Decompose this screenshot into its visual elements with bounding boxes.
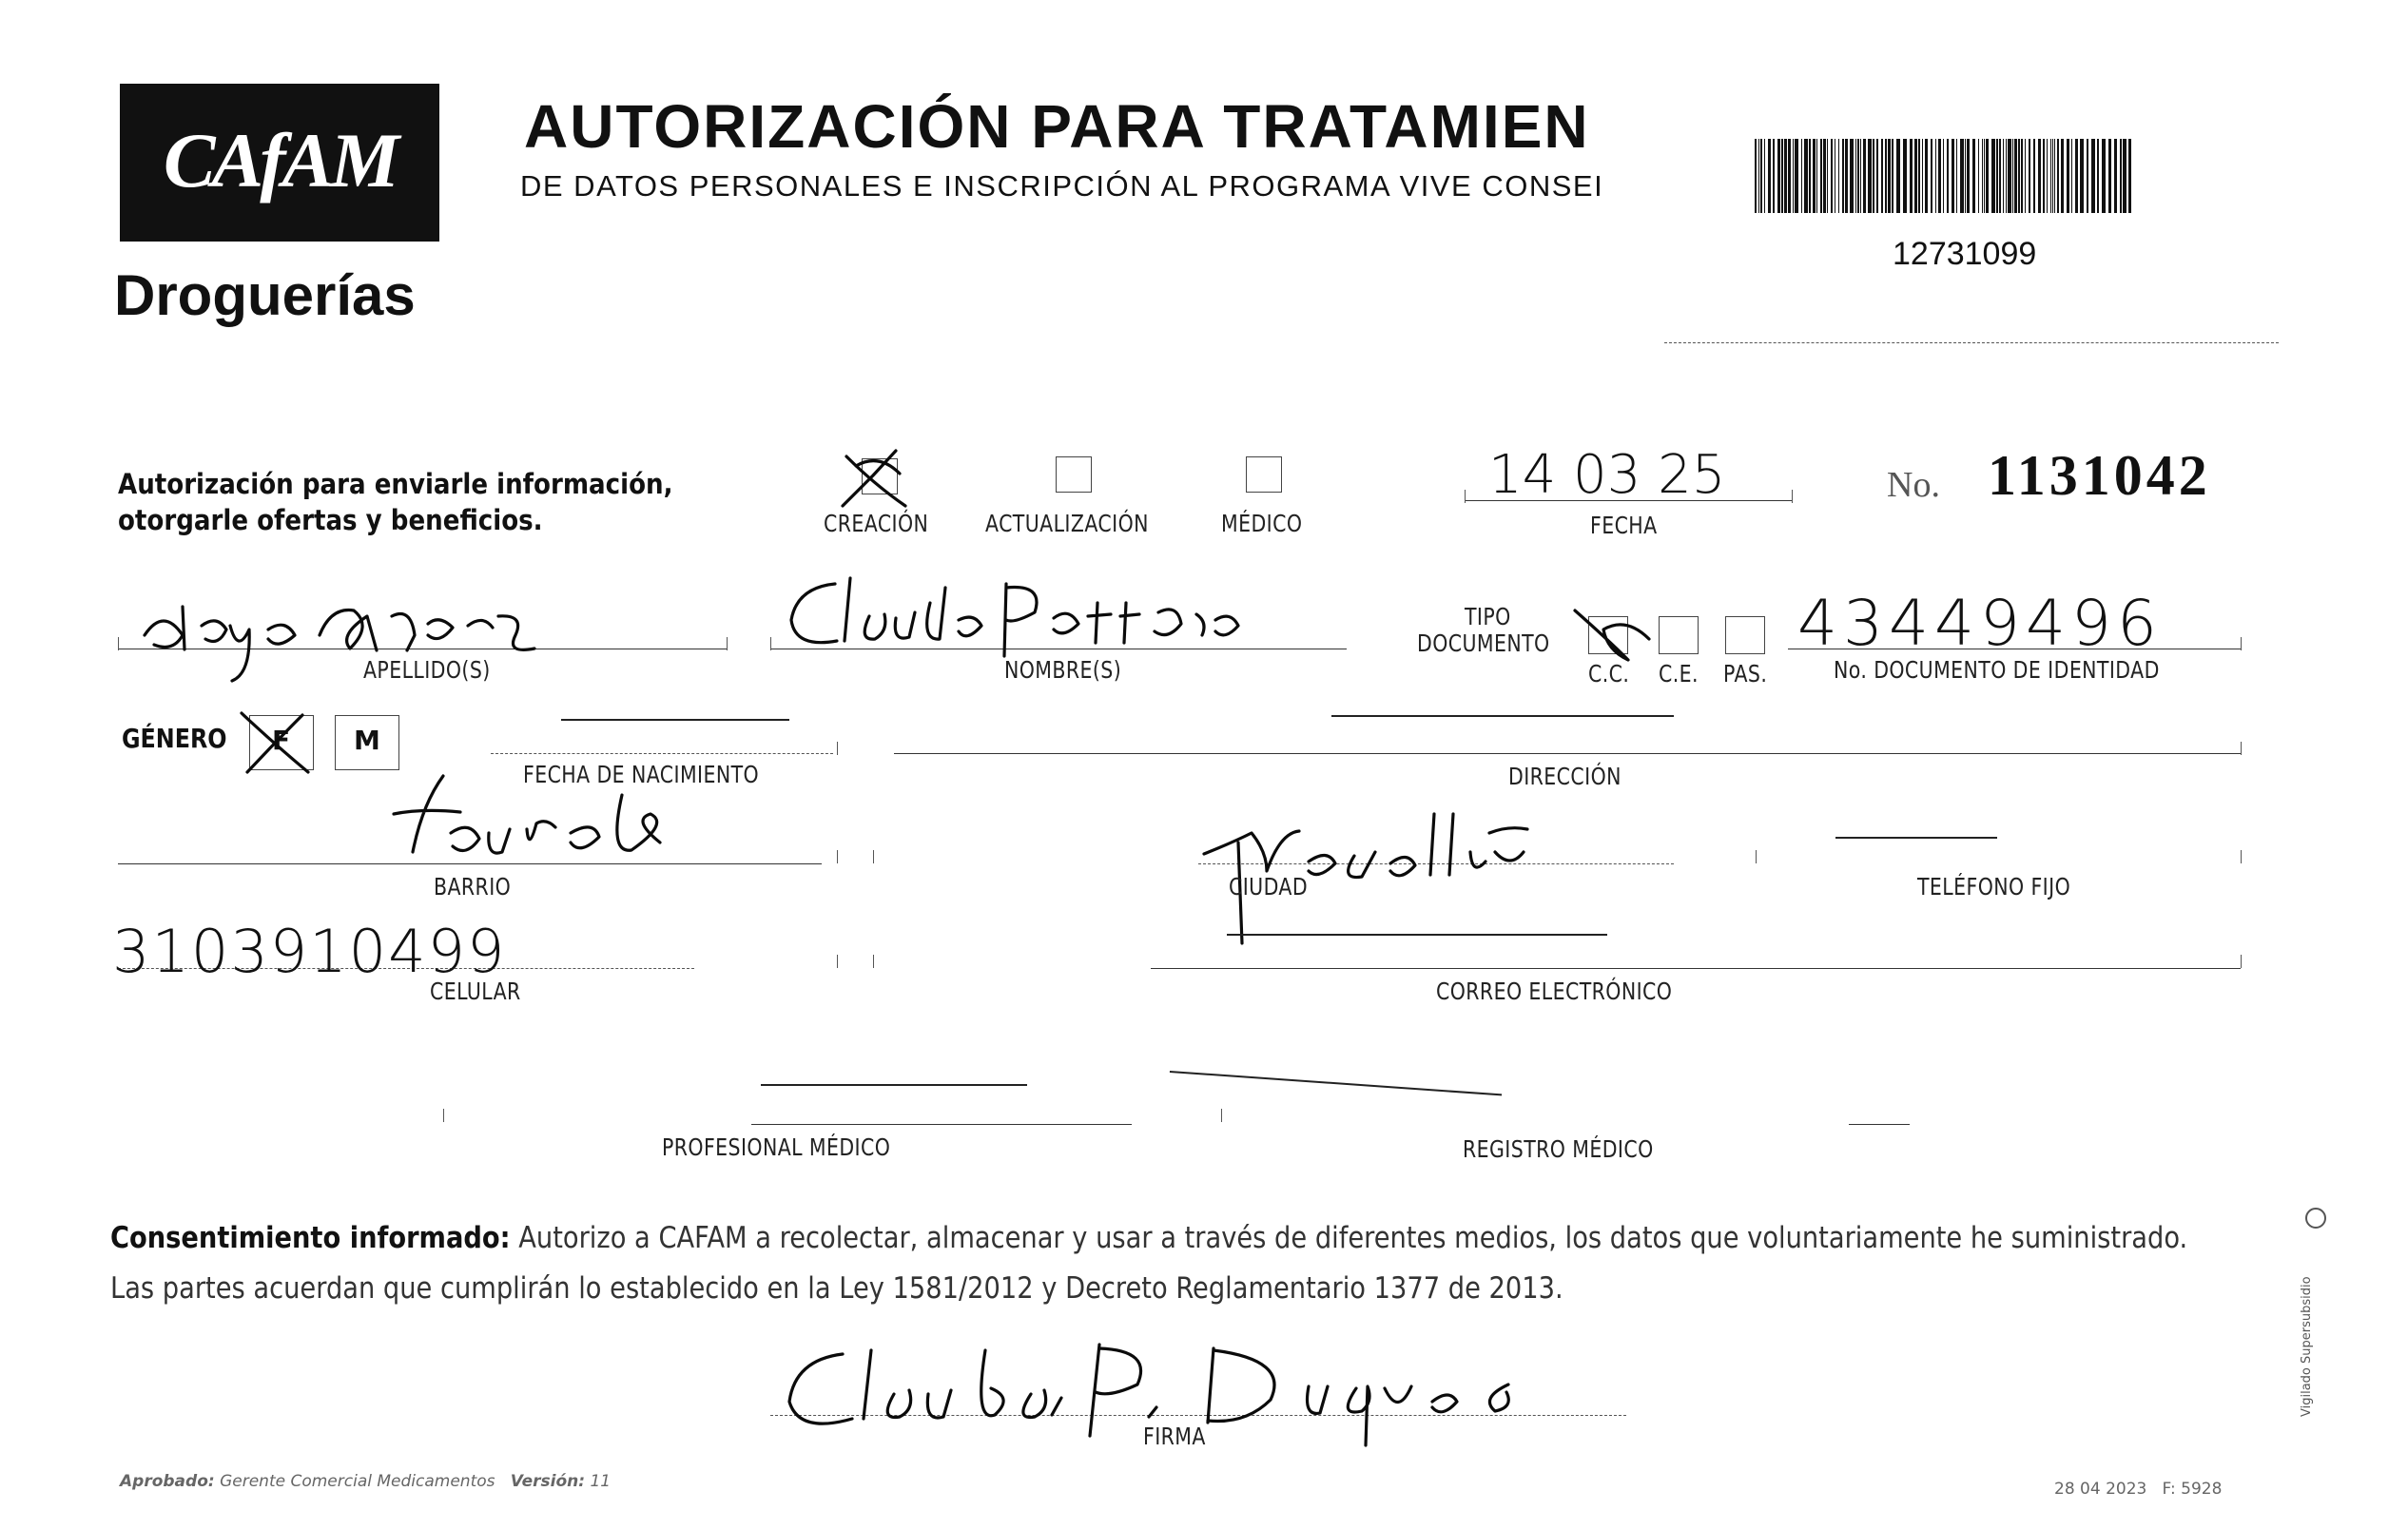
- barcode-bar: [1972, 139, 1975, 213]
- barcode-bar: [1855, 139, 1856, 213]
- barcode-bar: [1938, 139, 1941, 213]
- barcode-bar: [1896, 139, 1900, 213]
- barcode-bar: [2043, 139, 2045, 213]
- brand-subtitle: Droguerías: [114, 263, 416, 327]
- barcode-bar: [2018, 139, 2020, 213]
- barcode-bar: [2057, 139, 2059, 213]
- barrio-label: BARRIO: [434, 873, 512, 901]
- barcode-bar: [1978, 139, 1979, 213]
- barcode-bar: [2087, 139, 2088, 213]
- barcode-bar: [2012, 139, 2013, 213]
- barcode-bar: [1876, 139, 1878, 213]
- cafam-logo-wordmark: [120, 84, 439, 242]
- celular-label: CELULAR: [430, 978, 521, 1005]
- barcode-bar: [1918, 139, 1920, 213]
- barcode-bar: [1943, 139, 1944, 213]
- barcode-bar: [1947, 139, 1949, 213]
- documento-label: No. DOCUMENTO DE IDENTIDAD: [1834, 656, 2160, 684]
- document-subtitle: DE DATOS PERSONALES E INSCRIPCIÓN AL PROGRAMA VIVE CONSEI: [520, 169, 1604, 203]
- barcode-bar: [2025, 139, 2026, 213]
- barcode-bar: [1931, 139, 1932, 213]
- genero-f-label: F: [272, 725, 291, 756]
- barcode-bar: [2097, 139, 2099, 213]
- barcode-bar: [2014, 139, 2017, 213]
- barcode-bar: [1758, 139, 1759, 213]
- barcode-bar: [1755, 139, 1757, 213]
- barcode-bar: [2052, 139, 2053, 213]
- barcode-bar: [1845, 139, 1848, 213]
- barcode-bar: [1984, 139, 1985, 213]
- barcode-bar: [1842, 139, 1844, 213]
- fecha-nacimiento-label: FECHA DE NACIMIENTO: [523, 761, 760, 788]
- barcode-bar: [1960, 139, 1964, 213]
- doc-label-pas: PAS.: [1723, 660, 1768, 688]
- barcode-bar: [1888, 139, 1891, 213]
- correo-line: [1151, 968, 2241, 969]
- barcode-bar: [1838, 139, 1839, 213]
- barcode-bar: [2067, 139, 2069, 213]
- checkbox-ce[interactable]: [1659, 616, 1699, 654]
- barcode-bar: [1914, 139, 1917, 213]
- barcode-bar: [1967, 139, 1970, 213]
- checkbox-genero-f-mark: [236, 706, 321, 782]
- header-divider: [1664, 342, 2279, 343]
- side-text: Vigilado Supersubsidio: [2300, 1276, 2314, 1417]
- barcode-bar: [1793, 139, 1794, 213]
- checkbox-pas[interactable]: [1725, 616, 1765, 654]
- registro-label: REGISTRO MÉDICO: [1463, 1135, 1654, 1163]
- barcode-bar: [2047, 139, 2048, 213]
- barcode-bar: [1885, 139, 1887, 213]
- barcode-bar: [2038, 139, 2041, 213]
- doc-label-cc: C.C.: [1588, 660, 1630, 688]
- barcode-bar: [1892, 139, 1893, 213]
- documento-handwriting: [1794, 580, 2231, 660]
- barcode-bar: [2114, 139, 2117, 213]
- registro-line: [1849, 1124, 1910, 1125]
- consent-body-1: Autorizo a CAFAM a recolectar, almacenar y usar a través de diferentes medios, los datos que voluntariamente he suministrado.: [518, 1221, 2188, 1255]
- ciudad-label: CIUDAD: [1229, 873, 1309, 901]
- fecha-handwriting: [1479, 439, 1783, 506]
- barcode-bar: [1996, 139, 1998, 213]
- barcode: [1755, 139, 2135, 213]
- barcode-bar: [1809, 139, 1811, 213]
- barcode-bar: [2029, 139, 2030, 213]
- tipo-doc-label-1: TIPO: [1465, 603, 1511, 630]
- form-number: 1131042: [1988, 444, 2211, 507]
- barcode-bar: [1820, 139, 1822, 213]
- correo-label: CORREO ELECTRÓNICO: [1436, 978, 1673, 1005]
- barcode-bar: [1903, 139, 1907, 213]
- barrio-handwriting: [384, 766, 708, 871]
- barcode-bar: [1784, 139, 1787, 213]
- approved-label: Aprobado:: [120, 1472, 215, 1491]
- barcode-bar: [1827, 139, 1828, 213]
- barcode-bar: [1986, 139, 1989, 213]
- version-value: 11: [590, 1472, 612, 1491]
- barcode-bar: [1760, 139, 1762, 213]
- barcode-bar: [2128, 139, 2131, 213]
- barcode-bar: [1952, 139, 1954, 213]
- barcode-bar: [2071, 139, 2072, 213]
- direccion-line: [894, 753, 2241, 754]
- barcode-bar: [2108, 139, 2111, 213]
- nombres-handwriting: [778, 565, 1368, 669]
- genero-m-label: M: [354, 725, 380, 756]
- barcode-bar: [1788, 139, 1791, 213]
- footer-date-code: 28 04 2023 F: 5928: [2054, 1480, 2223, 1499]
- barcode-bar: [1922, 139, 1923, 213]
- checkbox-actualizacion[interactable]: [1056, 456, 1092, 493]
- barcode-bar: [1881, 139, 1883, 213]
- document-title: AUTORIZACIÓN PARA TRATAMIEN: [524, 92, 1590, 161]
- intro-line-2: otorgarle ofertas y beneficios.: [118, 504, 543, 536]
- barcode-bar: [1823, 139, 1826, 213]
- barcode-bar: [1773, 139, 1775, 213]
- checkbox-creacion-mark: [837, 447, 922, 513]
- barcode-bar: [1768, 139, 1771, 213]
- option-label-medico: MÉDICO: [1221, 510, 1303, 537]
- barcode-bar: [1816, 139, 1817, 213]
- barcode-bar: [2061, 139, 2064, 213]
- profesional-line: [751, 1124, 1132, 1125]
- barcode-bar: [1801, 139, 1802, 213]
- consent-heading: Consentimiento informado:: [110, 1221, 511, 1255]
- barcode-bar: [2054, 139, 2055, 213]
- barcode-bar: [2102, 139, 2106, 213]
- barcode-bar: [1764, 139, 1765, 213]
- barcode-bar: [1999, 139, 2001, 213]
- barcode-bar: [1873, 139, 1874, 213]
- cafam-logo: [120, 84, 439, 242]
- barcode-bar: [1956, 139, 1957, 213]
- barcode-bar: [2050, 139, 2051, 213]
- barcode-bar: [2123, 139, 2126, 213]
- barcode-bar: [1925, 139, 1928, 213]
- firma-label: FIRMA: [1143, 1423, 1206, 1450]
- option-label-actualizacion: ACTUALIZACIÓN: [985, 510, 1149, 537]
- barcode-bar: [2075, 139, 2078, 213]
- barcode-bar: [1863, 139, 1866, 213]
- barcode-bar: [1910, 139, 1913, 213]
- svg-text:CAfAM: CAfAM: [163, 117, 397, 203]
- version-label: Versión:: [510, 1472, 586, 1491]
- documento-value: 43449496: [1797, 587, 2163, 660]
- profesional-label: PROFESIONAL MÉDICO: [662, 1133, 891, 1161]
- consent-line-2: Las partes acuerdan que cumplirán lo establecido en la Ley 1581/2012 y Decreto Reglamentario 1377 de 2013.: [110, 1271, 1563, 1306]
- barcode-bar: [1831, 139, 1833, 213]
- tipo-doc-label-2: DOCUMENTO: [1417, 629, 1550, 657]
- genero-label: GÉNERO: [122, 723, 227, 754]
- barcode-bar: [1982, 139, 1983, 213]
- barcode-bar: [1868, 139, 1872, 213]
- intro-line-1: Autorización para enviarle información,: [118, 468, 673, 500]
- barcode-bar: [1857, 139, 1859, 213]
- barcode-bar: [2033, 139, 2035, 213]
- option-label-creacion: CREACIÓN: [824, 510, 929, 537]
- telefono-label: TELÉFONO FIJO: [1917, 873, 2071, 901]
- barcode-bar: [1991, 139, 1995, 213]
- ciudad-handwriting: [1175, 795, 1537, 947]
- fecha-nacimiento-line: [491, 753, 833, 754]
- checkbox-medico[interactable]: [1246, 456, 1282, 493]
- barcode-bar: [2006, 139, 2007, 213]
- barcode-bar: [2080, 139, 2084, 213]
- approved-value: Gerente Comercial Medicamentos: [220, 1472, 495, 1491]
- checkbox-cc-mark: [1569, 601, 1655, 668]
- consent-text: [110, 1213, 2188, 1314]
- barcode-number: 12731099: [1893, 236, 2037, 272]
- barcode-bar: [1795, 139, 1798, 213]
- celular-handwriting: [107, 903, 639, 989]
- consent-line-1: [110, 1213, 2188, 1264]
- barcode-bar: [1813, 139, 1816, 213]
- barcode-bar: [2008, 139, 2011, 213]
- doc-label-ce: C.E.: [1659, 660, 1699, 688]
- barcode-bar: [1804, 139, 1808, 213]
- fecha-value: 14 03 25: [1488, 444, 1726, 506]
- barcode-bar: [1777, 139, 1780, 213]
- barcode-bar: [2021, 139, 2023, 213]
- number-prefix: No.: [1887, 465, 1940, 505]
- barcode-bar: [1860, 139, 1861, 213]
- barcode-bar: [2091, 139, 2095, 213]
- footer-approval: [120, 1472, 611, 1491]
- apellidos-label: APELLIDO(S): [363, 656, 491, 684]
- nombres-label: NOMBRE(S): [1004, 656, 1122, 684]
- direccion-label: DIRECCIÓN: [1508, 763, 1622, 790]
- intro-text: [118, 466, 672, 538]
- barcode-bar: [1965, 139, 1966, 213]
- barcode-bar: [2120, 139, 2122, 213]
- barcode-bar: [1781, 139, 1783, 213]
- supersubsidio-icon: [2305, 1208, 2326, 1229]
- barcode-bar: [1935, 139, 1936, 213]
- barcode-bar: [2003, 139, 2004, 213]
- celular-value: 3103910499: [112, 917, 507, 986]
- barcode-bar: [1850, 139, 1854, 213]
- fecha-label: FECHA: [1590, 512, 1658, 539]
